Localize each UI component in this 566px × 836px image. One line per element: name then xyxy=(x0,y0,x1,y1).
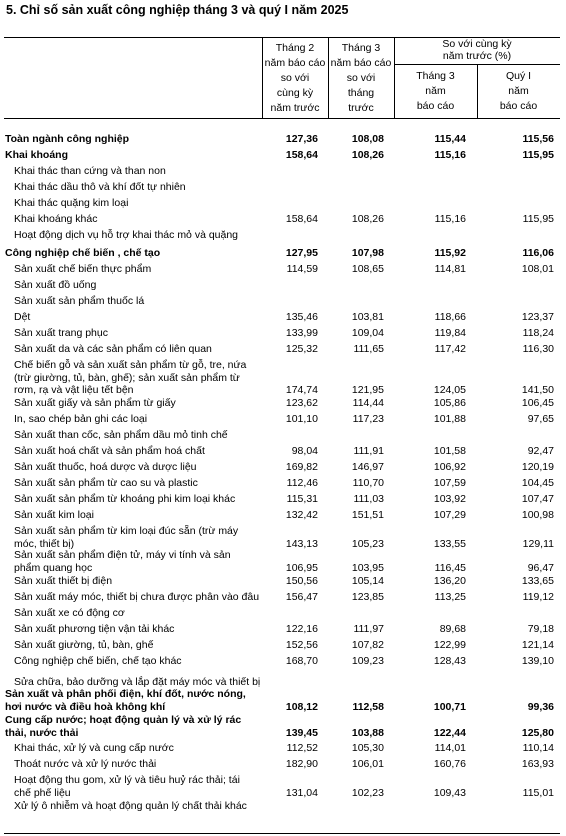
row-label: In, sao chép bản ghi các loại xyxy=(14,413,148,425)
row-label: móc, thiết bị) xyxy=(14,537,75,550)
row-value: 117,42 xyxy=(434,343,466,355)
row-label: Cung cấp nước; hoạt động quản lý và xử lý rác xyxy=(5,714,242,726)
row-value: 97,65 xyxy=(527,413,554,425)
row-value: 169,82 xyxy=(285,461,318,473)
row-value: 115,92 xyxy=(434,247,466,259)
row-label: Khai thác, xử lý và cung cấp nước xyxy=(14,742,174,754)
row-value: 158,64 xyxy=(285,149,318,161)
row-value: 123,62 xyxy=(285,397,318,409)
row-value: 109,43 xyxy=(433,786,466,799)
row-value: 108,65 xyxy=(351,263,384,275)
header-month2-yoy: Tháng 2 năm báo cáo so với cùng kỳ năm trước xyxy=(264,42,326,114)
row-label: Sản xuất sản phẩm từ khoáng phi kim loại khác xyxy=(14,493,236,505)
row-value: 123,85 xyxy=(351,591,384,603)
header-yoy-group: So với cùng kỳ năm trước (%) xyxy=(442,38,512,62)
row-value: 116,30 xyxy=(522,343,554,355)
row-value: 131,04 xyxy=(285,786,318,799)
row-value: 146,97 xyxy=(351,461,384,473)
row-value: 106,01 xyxy=(351,758,384,770)
row-value: 114,81 xyxy=(434,263,466,275)
row-label: Khai thác than cứng và than non xyxy=(14,165,166,177)
row-value: 98,04 xyxy=(291,445,318,457)
row-label: Sản xuất da và các sản phẩm có liên quan xyxy=(14,343,212,355)
row-value: 113,25 xyxy=(434,591,466,603)
header-month3-mom: Tháng 3 năm báo cáo so với tháng trước xyxy=(330,42,392,114)
row-value: 116,45 xyxy=(434,561,466,574)
row-value: 79,18 xyxy=(527,623,554,635)
row-value: 105,30 xyxy=(351,742,384,754)
row-label: Khai thác dầu thô và khí đốt tự nhiên xyxy=(14,181,186,193)
header-q1-yoy: Quý I năm báo cáo xyxy=(499,70,538,112)
row-value: 115,31 xyxy=(286,493,318,505)
row-value: 115,56 xyxy=(522,133,554,145)
row-value: 106,45 xyxy=(521,397,554,409)
row-label: Sản xuất giấy và sản phẩm từ giấy xyxy=(14,397,176,409)
row-value: 107,98 xyxy=(351,247,384,259)
row-value: 163,93 xyxy=(521,758,554,770)
row-label: Sản xuất thiết bị điện xyxy=(14,575,113,587)
row-label: rơm, rạ và vật liệu tết bện xyxy=(14,384,134,396)
row-value: 127,95 xyxy=(285,247,318,259)
row-value: 115,95 xyxy=(522,213,554,225)
row-value: 116,06 xyxy=(522,247,554,259)
row-label: Toàn ngành công nghiệp xyxy=(5,133,130,145)
row-value: 115,95 xyxy=(522,149,554,161)
row-value: 103,95 xyxy=(351,561,384,574)
row-label: Sản xuất phương tiện vận tải khác xyxy=(14,623,175,635)
row-label: phẩm quang học xyxy=(14,561,93,574)
row-value: 114,59 xyxy=(286,263,318,275)
row-value: 122,44 xyxy=(433,726,466,739)
row-value: 100,98 xyxy=(521,509,554,521)
row-value: 133,99 xyxy=(285,327,318,339)
row-value: 151,51 xyxy=(351,509,384,521)
row-value: 112,52 xyxy=(286,742,318,754)
table-title: 5. Chỉ số sản xuất công nghiệp tháng 3 và quý I năm 2025 xyxy=(6,3,349,17)
row-value: 150,56 xyxy=(285,575,318,587)
row-value: 109,04 xyxy=(351,327,384,339)
row-label: Sản xuất chế biến thực phẩm xyxy=(14,263,152,275)
row-label: Sản xuất than cốc, sản phẩm dầu mỏ tinh chế xyxy=(14,429,228,441)
row-label: Sản xuất sản phẩm từ cao su và plastic xyxy=(14,477,198,489)
row-value: 108,08 xyxy=(351,133,384,145)
row-value: 99,36 xyxy=(527,700,554,713)
row-label: Hoạt động thu gom, xử lý và tiêu huỷ rác thải; tái xyxy=(14,774,240,786)
row-value: 107,47 xyxy=(521,493,554,505)
row-value: 139,10 xyxy=(521,655,554,667)
row-value: 114,01 xyxy=(434,742,466,754)
header-bottom-rule xyxy=(4,118,560,119)
row-value: 122,16 xyxy=(285,623,318,635)
row-label: Sản xuất kim loại xyxy=(14,509,94,521)
row-label: Khai khoáng khác xyxy=(14,213,98,225)
row-value: 112,46 xyxy=(286,477,318,489)
row-value: 125,32 xyxy=(285,343,318,355)
row-value: 125,80 xyxy=(521,726,554,739)
table-bottom-rule xyxy=(4,833,560,834)
row-value: 105,14 xyxy=(351,575,384,587)
row-value: 102,23 xyxy=(351,786,384,799)
row-value: 115,44 xyxy=(434,133,466,145)
row-value: 135,46 xyxy=(285,311,318,323)
row-label: Công nghiệp chế biến, chế tạo khác xyxy=(14,655,182,667)
row-value: 118,24 xyxy=(522,327,554,339)
row-value: 108,12 xyxy=(285,700,318,713)
header-month3-yoy: Tháng 3 năm báo cáo xyxy=(416,70,455,112)
row-value: 132,42 xyxy=(285,509,318,521)
row-value: 100,71 xyxy=(433,700,466,713)
row-label: (trừ giường, tủ, bàn, ghế); sản xuất sản phẩm từ xyxy=(14,371,240,384)
row-value: 123,37 xyxy=(521,311,554,323)
row-value: 101,58 xyxy=(433,445,466,457)
row-value: 115,01 xyxy=(522,786,554,799)
row-value: 121,95 xyxy=(351,384,384,396)
row-label: Sản xuất hoá chất và sản phẩm hoá chất xyxy=(14,445,205,457)
row-label: thải, nước thải xyxy=(5,726,79,739)
row-label: Sản xuất xe có động cơ xyxy=(14,607,125,619)
row-value: 89,68 xyxy=(439,623,466,635)
row-label: Thoát nước và xử lý nước thải xyxy=(14,758,157,770)
row-value: 174,74 xyxy=(285,384,318,396)
row-value: 115,16 xyxy=(434,149,466,161)
row-value: 112,58 xyxy=(352,700,384,713)
row-value: 101,10 xyxy=(285,413,318,425)
row-label: Sản xuất sản phẩm từ kim loại đúc sẵn (trừ máy xyxy=(14,525,239,537)
row-value: 143,13 xyxy=(285,537,318,550)
row-value: 160,76 xyxy=(433,758,466,770)
row-value: 133,65 xyxy=(521,575,554,587)
row-value: 111,97 xyxy=(353,623,384,635)
row-label: chế phế liệu xyxy=(14,786,71,799)
row-label: Xử lý ô nhiễm và hoạt động quản lý chất thải khác xyxy=(14,800,247,812)
row-value: 141,50 xyxy=(521,384,554,396)
row-value: 111,65 xyxy=(353,343,384,355)
row-value: 120,19 xyxy=(521,461,554,473)
row-value: 152,56 xyxy=(285,639,318,651)
row-value: 106,95 xyxy=(285,561,318,574)
row-value: 103,88 xyxy=(351,726,384,739)
row-value: 129,11 xyxy=(522,537,554,550)
row-value: 92,47 xyxy=(527,445,554,457)
row-value: 101,88 xyxy=(433,413,466,425)
row-value: 108,01 xyxy=(521,263,554,275)
row-value: 103,92 xyxy=(433,493,466,505)
row-value: 107,59 xyxy=(433,477,466,489)
row-value: 124,05 xyxy=(433,384,466,396)
row-label: Sửa chữa, bảo dưỡng và lắp đặt máy móc và thiết bị xyxy=(14,676,261,688)
row-value: 107,29 xyxy=(433,509,466,521)
row-value: 104,45 xyxy=(521,477,554,489)
row-value: 105,86 xyxy=(433,397,466,409)
row-value: 108,26 xyxy=(351,149,384,161)
row-value: 136,20 xyxy=(433,575,466,587)
row-label: Chế biến gỗ và sản xuất sản phẩm từ gỗ, tre, nứa xyxy=(14,359,247,371)
row-value: 110,14 xyxy=(522,742,554,754)
row-value: 117,23 xyxy=(352,413,384,425)
row-label: Sản xuất sản phẩm thuốc lá xyxy=(14,295,145,307)
row-label: Sản xuất giường, tủ, bàn, ghế xyxy=(14,639,154,651)
row-value: 182,90 xyxy=(285,758,318,770)
row-label: Sản xuất và phân phối điện, khí đốt, nước nóng, xyxy=(5,688,246,700)
row-label: Hoạt động dịch vụ hỗ trợ khai thác mỏ và quặng xyxy=(14,229,239,241)
row-value: 121,14 xyxy=(521,639,554,651)
row-value: 128,43 xyxy=(433,655,466,667)
row-label: Dệt xyxy=(14,311,31,323)
row-value: 106,92 xyxy=(433,461,466,473)
row-value: 115,16 xyxy=(434,213,466,225)
row-value: 127,36 xyxy=(285,133,318,145)
row-value: 111,03 xyxy=(353,493,384,505)
row-label: Sản xuất sản phẩm điện tử, máy vi tính và sản xyxy=(14,549,231,561)
row-label: Sản xuất thuốc, hoá dược và dược liệu xyxy=(14,461,197,473)
row-value: 133,55 xyxy=(433,537,466,550)
row-value: 114,44 xyxy=(352,397,384,409)
group-divider xyxy=(394,64,560,65)
row-value: 122,99 xyxy=(433,639,466,651)
row-label: Khai khoáng xyxy=(5,149,69,161)
row-value: 105,23 xyxy=(351,537,384,550)
row-label: Sản xuất đồ uống xyxy=(14,279,97,291)
row-label: Sản xuất máy móc, thiết bị chưa được phân vào đâu xyxy=(14,591,260,603)
row-value: 168,70 xyxy=(285,655,318,667)
row-value: 118,66 xyxy=(434,311,466,323)
row-value: 107,82 xyxy=(351,639,384,651)
row-value: 156,47 xyxy=(285,591,318,603)
row-value: 119,12 xyxy=(522,591,554,603)
row-value: 139,45 xyxy=(285,726,318,739)
row-value: 119,84 xyxy=(434,327,466,339)
row-value: 111,91 xyxy=(353,445,384,457)
row-value: 109,23 xyxy=(351,655,384,667)
row-value: 110,70 xyxy=(352,477,384,489)
row-label: Khai thác quặng kim loại xyxy=(14,197,129,209)
row-label: Công nghiệp chế biến , chế tạo xyxy=(5,247,161,259)
row-value: 158,64 xyxy=(285,213,318,225)
row-value: 108,26 xyxy=(351,213,384,225)
row-value: 96,47 xyxy=(527,561,554,574)
row-label: Sản xuất trang phục xyxy=(14,327,108,339)
row-value: 103,81 xyxy=(351,311,384,323)
row-label: hơi nước và điều hoà không khí xyxy=(5,700,166,713)
